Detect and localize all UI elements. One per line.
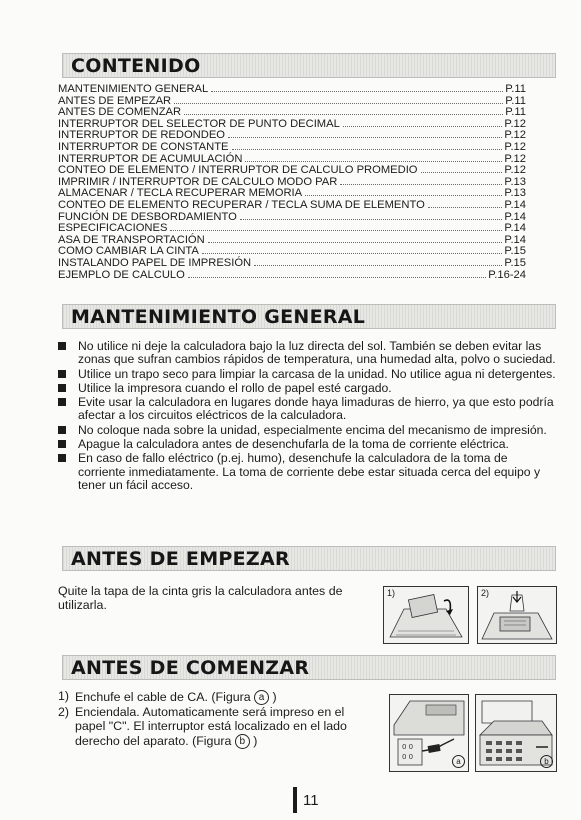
toc-entry-label: INTERRUPTOR DEL SELECTOR DE PUNTO DECIMAL xyxy=(58,117,340,130)
section-title-antes-empezar: ANTES DE EMPEZAR xyxy=(71,548,290,570)
figure-power-switch xyxy=(475,694,557,772)
figure-reference-letter: b xyxy=(235,734,250,749)
table-of-contents xyxy=(58,84,526,281)
toc-entry-page: P.13 xyxy=(504,175,526,188)
svg-text:0 0: 0 0 xyxy=(402,753,414,761)
toc-entry-page: P.12 xyxy=(504,117,526,130)
numbered-step xyxy=(58,706,358,749)
toc-entry-page: P.14 xyxy=(504,222,526,235)
toc-entry-label: ALMACENAR / TECLA RECUPERAR MEMORIA xyxy=(58,187,303,200)
svg-text:0 0: 0 0 xyxy=(402,743,414,751)
section-banner-antes-empezar xyxy=(62,546,556,571)
step-number: 2) xyxy=(58,705,70,719)
toc-entry-label: IMPRIMIR / INTERRUPTOR DE CALCULO MODO PAR xyxy=(58,175,338,188)
step-number: 1) xyxy=(58,689,70,703)
figure-label: 1) xyxy=(387,588,396,598)
toc-leader-dots xyxy=(240,218,503,220)
toc-entry-page: P.12 xyxy=(504,152,526,165)
square-bullet-icon xyxy=(58,440,66,448)
list-item xyxy=(58,396,558,423)
toc-entry-page: P.14 xyxy=(504,210,526,223)
toc-entry-label: INTERRUPTOR DE ACUMULACIÓN xyxy=(58,152,243,165)
toc-leader-dots xyxy=(170,229,502,231)
toc-entry-page: P.15 xyxy=(504,245,526,258)
square-bullet-icon xyxy=(58,398,66,406)
toc-entry-label: INTERRUPTOR DE REDONDEO xyxy=(58,129,225,142)
list-item-text: Utilice la impresora cuando el rollo de papel esté cargado. xyxy=(78,380,392,395)
toc-leader-dots xyxy=(305,194,502,196)
page-number-text: 11 xyxy=(303,791,319,809)
figure-remove-cover-2 xyxy=(477,586,557,644)
square-bullet-icon xyxy=(58,384,66,392)
page-number-bar xyxy=(293,787,297,813)
toc-entry-page: P.15 xyxy=(504,256,526,269)
toc-entry-page: P.16-24 xyxy=(488,268,526,281)
step-text: Enciendala. Automaticamente será impreso en el papel "C". El interruptor está localizado en el lado derecho del aparato. (Figura xyxy=(75,705,347,748)
toc-leader-dots xyxy=(202,252,503,254)
maintenance-list xyxy=(58,340,558,493)
square-bullet-icon xyxy=(58,342,66,350)
list-item xyxy=(58,424,558,437)
calculator-cover-illustration xyxy=(384,587,468,643)
list-item xyxy=(58,452,558,492)
toc-entry xyxy=(58,270,526,282)
toc-entry-label: EJEMPLO DE CALCULO xyxy=(58,268,185,281)
toc-entry-label: FUNCIÓN DE DESBORDAMIENTO xyxy=(58,210,237,223)
toc-leader-dots xyxy=(184,113,503,115)
antes-empezar-text: Quite la tapa de la cinta gris la calculadora antes de utilizarla. xyxy=(58,584,343,612)
section-title-contenido: CONTENIDO xyxy=(71,55,201,77)
toc-entry-page: P.12 xyxy=(504,129,526,142)
square-bullet-icon xyxy=(58,426,66,434)
step-text-end: ) xyxy=(269,689,277,704)
toc-entry-label: INSTALANDO PAPEL DE IMPRESIÓN xyxy=(58,256,252,269)
list-item xyxy=(58,368,558,381)
section-banner-mantenimiento xyxy=(62,304,556,329)
toc-entry-label: ASA DE TRANSPORTACIÓN xyxy=(58,233,205,246)
figure-remove-cover-1 xyxy=(383,586,469,644)
toc-entry-label: CONTEO DE ELEMENTO RECUPERAR / TECLA SUMA DE ELEMENTO xyxy=(58,198,425,211)
toc-leader-dots xyxy=(428,206,503,208)
toc-entry xyxy=(58,258,526,270)
toc-entry xyxy=(58,223,526,235)
toc-leader-dots xyxy=(245,160,502,162)
figure-letter-b: b xyxy=(540,755,553,768)
toc-entry-page: P.11 xyxy=(505,94,526,107)
figure-label: 2) xyxy=(481,588,490,598)
numbered-step xyxy=(58,690,358,705)
list-item xyxy=(58,340,558,367)
toc-entry-label: MANTENIMIENTO GENERAL xyxy=(58,83,209,95)
toc-leader-dots xyxy=(228,136,502,138)
toc-leader-dots xyxy=(174,102,503,104)
toc-entry-label: COMO CAMBIAR LA CINTA xyxy=(58,245,199,258)
toc-entry-page: P.12 xyxy=(504,140,526,153)
toc-entry-label: ANTES DE COMENZAR xyxy=(58,106,182,119)
toc-entry-label: CONTEO DE ELEMENTO / INTERRUPTOR DE CALCULO PROMEDIO xyxy=(58,164,418,177)
toc-entry-page: P.14 xyxy=(504,233,526,246)
toc-leader-dots xyxy=(254,264,502,266)
list-item xyxy=(58,438,558,451)
toc-leader-dots xyxy=(343,125,503,127)
toc-entry-page: P.11 xyxy=(505,83,526,95)
section-banner-antes-comenzar xyxy=(62,655,556,680)
toc-entry xyxy=(58,84,526,96)
toc-leader-dots xyxy=(211,90,503,92)
toc-leader-dots xyxy=(340,183,502,185)
square-bullet-icon xyxy=(58,454,66,462)
list-item-text: Apague la calculadora antes de desenchufarla de la toma de corriente eléctrica. xyxy=(78,437,509,452)
section-title-antes-comenzar: ANTES DE COMENZAR xyxy=(71,657,310,679)
toc-leader-dots xyxy=(232,148,503,150)
square-bullet-icon xyxy=(58,370,66,378)
figure-letter-a: a xyxy=(452,755,465,768)
figure-reference-letter: a xyxy=(254,690,269,705)
figure-plug-power-cable xyxy=(389,694,469,772)
toc-entry xyxy=(58,200,526,212)
antes-comenzar-steps xyxy=(58,690,358,750)
toc-entry-label: ESPECIFICACIONES xyxy=(58,222,168,235)
toc-entry-page: P.13 xyxy=(504,187,526,200)
toc-entry-page: P.11 xyxy=(505,106,526,119)
list-item-text: No coloque nada sobre la unidad, especialmente encima del mecanismo de impresión. xyxy=(78,422,547,437)
section-title-mantenimiento: MANTENIMIENTO GENERAL xyxy=(71,306,366,328)
section-banner-contenido xyxy=(62,53,556,78)
step-text-end: ) xyxy=(249,733,258,748)
toc-entry-label: INTERRUPTOR DE CONSTANTE xyxy=(58,140,229,153)
toc-leader-dots xyxy=(421,171,503,173)
toc-entry xyxy=(58,165,526,177)
toc-entry-label: ANTES DE EMPEZAR xyxy=(58,94,172,107)
calculator-cover-illustration xyxy=(478,587,556,643)
page-number xyxy=(293,787,319,813)
list-item-text: No utilice ni deje la calculadora bajo la luz directa del sol. También se deben evitar las zonas que sufran cambios rápidos de temperatura, una humedad alta, polvo o suciedad. xyxy=(78,339,556,367)
list-item-text: Utilice un trapo seco para limpiar la carcasa de la unidad. No utilice agua ni detergentes. xyxy=(78,366,556,381)
toc-entry-page: P.14 xyxy=(504,198,526,211)
step-text: Enchufe el cable de CA. (Figura xyxy=(75,689,255,704)
toc-leader-dots xyxy=(188,276,486,278)
toc-leader-dots xyxy=(208,241,503,243)
toc-entry-page: P.12 xyxy=(504,164,526,177)
list-item-text: En caso de fallo eléctrico (p.ej. humo), desenchufe la calculadora de la toma de corriente inmediatamente. La toma de corriente debe estar situada cerca del equipo y tener un fácil acceso. xyxy=(78,451,541,492)
toc-entry xyxy=(58,142,526,154)
list-item-text: Evite usar la calculadora en lugares donde haya limaduras de hierro, ya que esto podría afectar a los circuitos eléctricos de la calculadora. xyxy=(78,395,554,423)
list-item xyxy=(58,382,558,395)
